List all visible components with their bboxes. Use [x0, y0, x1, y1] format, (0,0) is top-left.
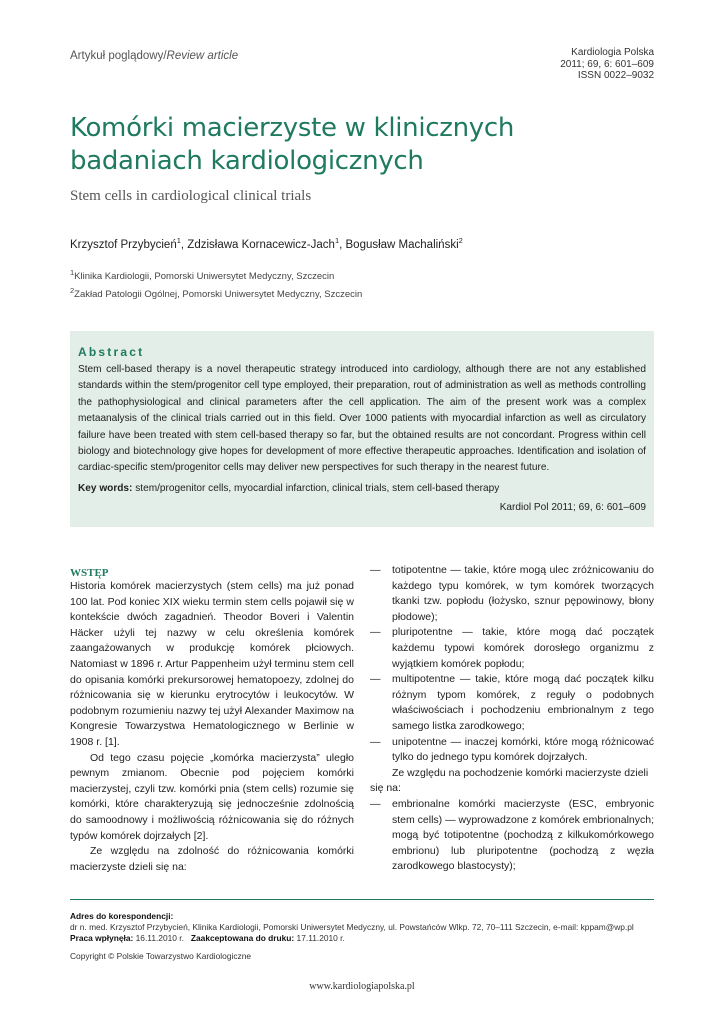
list-item-text: unipotentne — inaczej komórki, które mogą różnicować tylko do jednego typu komórek dojrzałych.	[392, 735, 654, 764]
list-dash: —	[370, 564, 381, 576]
list-dash: —	[370, 797, 381, 810]
list-dash: —	[370, 735, 381, 748]
copyright: Copyright © Polskie Towarzystwo Kardiologiczne	[70, 951, 252, 961]
list-dash: —	[370, 626, 381, 639]
affiliation	[70, 268, 334, 282]
citation: Kardiol Pol 2011; 69, 6: 601–609	[499, 502, 646, 513]
body-paragraph: Ze względu na pochodzenie komórki macierzyste dzieli się na:	[370, 766, 649, 795]
author-affil-ref: 1	[176, 236, 181, 245]
author-name: Krzysztof Przybycień	[70, 238, 177, 251]
list-item	[370, 735, 654, 766]
affiliation-number: 1	[70, 268, 75, 277]
author-list: Krzysztof Przybycień$^1$, Zdzisława Kornacewicz-Jach$^1$, Bogusław Machaliński$^2$	[70, 236, 463, 251]
received-date: 16.11.2010 r.	[135, 933, 184, 944]
list-item	[370, 563, 654, 625]
website-link[interactable]: www.kardiologiapolska.pl	[309, 981, 415, 992]
author-affil-ref: 1	[334, 236, 340, 245]
body-paragraph: Od tego czasu pojęcie „komórka macierzysta” uległo pewnym zmianom. Obecnie pod pojęciem komórki macierzystej, czyli tzw. komórki pnia (stem cells) rozumie się komórki, które charakteryzują się jednocześnie zdolnością do samoodnowy i możliwością różnicowania się do różnych typów komórek dojrzałych [2].	[70, 751, 354, 842]
received-label: Praca wpłynęła:	[70, 933, 134, 944]
keywords-label: Key words:	[78, 483, 133, 494]
abstract-heading: Abstract	[78, 345, 145, 359]
list-dash: —	[370, 673, 381, 686]
paper-title: Komórki macierzyste w klinicznych badaniach kardiologicznych	[70, 113, 515, 176]
keywords-text: stem/progenitor cells, myocardial infarction, clinical trials, stem cell-based therapy	[135, 483, 500, 494]
affiliation-number: 2	[70, 286, 75, 295]
correspondence-address: dr n. med. Krzysztof Przybycień, Klinika Kardiologii, Pomorski Uniwersytet Medyczny, ul. Powstańców Wlkp. 72, 70–111 Szczecin, e-mail: kppam@wp.pl	[70, 922, 634, 933]
article-type-en: Review article	[166, 50, 239, 62]
list-item-text: embrionalne komórki macierzyste (ESC, embryonic stem cells) — wyprowadzone z komórek embrionalnych; mogą być totipotentne (pochodzą z kilkukomórkowego embrionu) lub pluripotentne (pochodzą z węzła zarodkowego blastocysty);	[392, 797, 655, 873]
affiliation-text: Zakład Patologii Ogólnej, Pomorski Uniwersytet Medyczny, Szczecin	[74, 289, 363, 301]
list-item-text: totipotentne — takie, które mogą ulec zróżnicowaniu do każdego typu komórek, w tym komórek tworzących tkanki tzw. popłodu (łożysko, sznur pępowinowy, błony płodowe);	[392, 564, 654, 623]
left-column	[70, 579, 354, 875]
body-paragraph: Ze względu na zdolność do różnicowania komórki macierzyste dzieli się na:	[70, 845, 354, 873]
list-item	[370, 625, 654, 672]
journal-info	[560, 47, 654, 82]
author-name: Bogusław Machaliński	[345, 238, 459, 251]
accepted-date: 17.11.2010 r.	[296, 933, 345, 944]
body-paragraph: Historia komórek macierzystych (stem cells) ma już ponad 100 lat. Pod koniec XIX wieku termin stem cells pojawił się w kontekście dwóch zagadnień. Theodor Boveri i Valentin Häcker użyli tej nazwy w celu określenia komórek zaangażowanych w produkcję komórek płciowych. Natomiast w 1896 r. Artur Pappenheim użył terminu stem cell do opisania komórki prekursorowej hematopoezy, zdolnej do różnicowania się w kierunku erytrocytów i leukocytów. W podobnym rozumieniu nazwy tej użył Alexander Maximow na Kongresie Towarzystwa Hematologicznego w Berlinie w 1908 r. [1].	[70, 580, 354, 748]
article-type	[70, 50, 238, 62]
journal-issn: ISSN 0022–9032	[577, 70, 654, 81]
footer-divider	[70, 899, 654, 900]
list-item-text: pluripotentne — takie, które mogą dać początek każdemu typowi komórek dorosłego organizmu z wyjątkiem komórek popłodu;	[392, 626, 654, 670]
list-item	[370, 672, 654, 734]
list-item	[370, 797, 654, 875]
correspondence	[70, 911, 654, 945]
section-title: WSTĘP	[70, 567, 109, 579]
author-name: Zdzisława Kornacewicz-Jach	[187, 238, 335, 251]
affiliation-text: Klinika Kardiologii, Pomorski Uniwersytet Medyczny, Szczecin	[74, 271, 335, 283]
abstract-text: Stem cell-based therapy is a novel therapeutic strategy introduced into cardiology, although there are not any established standards within the stem/progenitor cell type employed, their preparation, rout of administration as well as methods controlling the pathophysiological and clinical parameters after the cell application. The aim of the present work was a complex metaanalysis of the clinical trials carried out in this field. Over 1000 patients with myocardial infarction as well as circulatory failure have been treated with stem cell-based therapy so far, but the obtained results are not concordant. Progress within cell biology and biotechnology give hopes for development of more effective therapeutic approaches. Identification and isolation of cardiac-specific stem/progenitor cells may deliver new perspectives for such therapy in the nearest future.	[78, 364, 646, 474]
article-type-pl: Artykuł poglądowy/	[70, 50, 167, 62]
correspondence-label: Adres do korespondencji:	[70, 911, 174, 921]
paper-subtitle: Stem cells in cardiological clinical trials	[70, 188, 312, 204]
author-affil-ref: 2	[458, 236, 463, 245]
journal-issue: 2011; 69, 6: 601–609	[560, 58, 654, 70]
keywords	[78, 483, 646, 494]
submission-dates	[70, 933, 654, 944]
journal-name: Kardiologia Polska	[571, 47, 654, 58]
accepted-label: Zaakceptowana do druku:	[190, 933, 295, 944]
right-column	[370, 563, 654, 875]
affiliation	[70, 286, 362, 300]
list-item-text: multipotentne — takie, które mogą dać początek kilku różnym typom komórek, z reguły o podobnych właściwościach i pochodzeniu embrionalnym z tego samego listka zarodkowego;	[392, 673, 654, 732]
